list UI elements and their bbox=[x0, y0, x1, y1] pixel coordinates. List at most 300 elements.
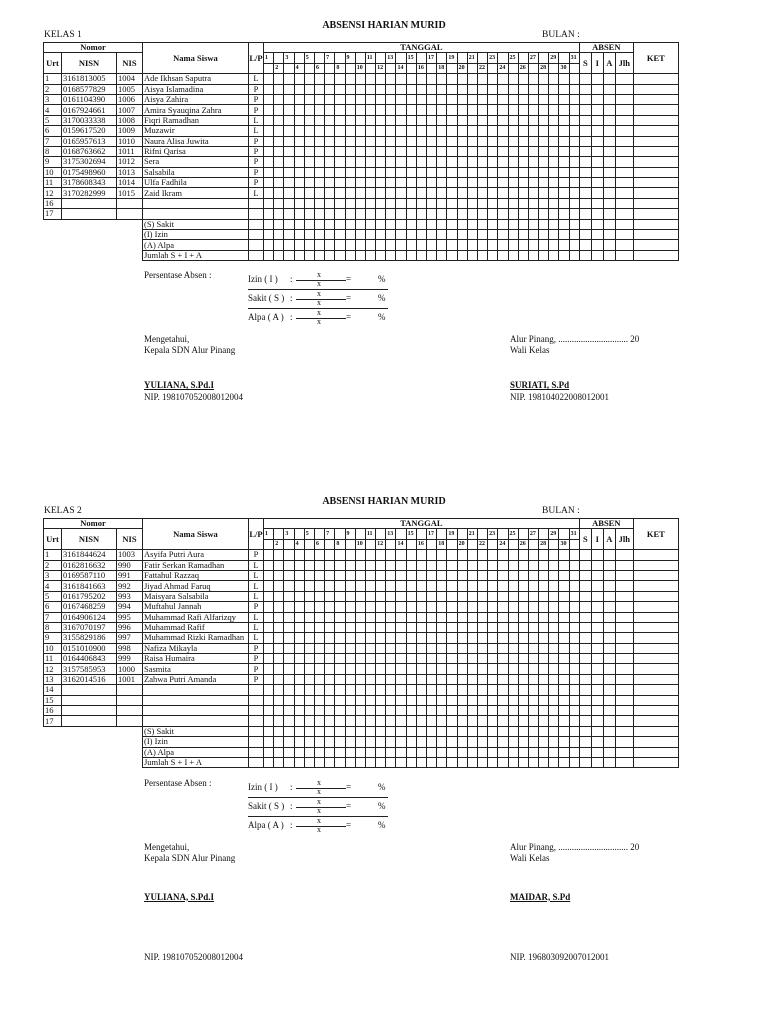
attendance-cell[interactable] bbox=[467, 136, 477, 146]
attendance-cell[interactable] bbox=[274, 550, 284, 560]
attendance-cell[interactable] bbox=[549, 633, 559, 643]
absen-cell[interactable] bbox=[633, 570, 678, 580]
attendance-cell[interactable] bbox=[427, 570, 437, 580]
attendance-cell[interactable] bbox=[416, 94, 426, 104]
absen-cell[interactable] bbox=[633, 581, 678, 591]
attendance-cell[interactable] bbox=[325, 695, 335, 705]
attendance-cell[interactable] bbox=[467, 209, 477, 219]
attendance-cell[interactable] bbox=[437, 550, 447, 560]
attendance-cell[interactable] bbox=[467, 654, 477, 664]
absen-cell[interactable] bbox=[591, 570, 603, 580]
attendance-cell[interactable] bbox=[314, 126, 324, 136]
absen-cell[interactable] bbox=[603, 167, 615, 177]
attendance-cell[interactable] bbox=[406, 105, 416, 115]
summary-cell[interactable] bbox=[518, 219, 528, 229]
attendance-cell[interactable] bbox=[325, 157, 335, 167]
attendance-cell[interactable] bbox=[274, 643, 284, 653]
attendance-cell[interactable] bbox=[539, 706, 549, 716]
attendance-cell[interactable] bbox=[437, 136, 447, 146]
attendance-cell[interactable] bbox=[549, 716, 559, 726]
summary-cell[interactable] bbox=[345, 726, 355, 736]
attendance-cell[interactable] bbox=[304, 188, 314, 198]
attendance-cell[interactable] bbox=[528, 654, 538, 664]
attendance-cell[interactable] bbox=[518, 664, 528, 674]
attendance-cell[interactable] bbox=[396, 94, 406, 104]
absen-cell[interactable] bbox=[603, 695, 615, 705]
attendance-cell[interactable] bbox=[498, 209, 508, 219]
attendance-cell[interactable] bbox=[488, 602, 498, 612]
attendance-cell[interactable] bbox=[508, 84, 518, 94]
summary-cell[interactable] bbox=[437, 757, 447, 767]
summary-cell[interactable] bbox=[355, 726, 365, 736]
attendance-cell[interactable] bbox=[457, 570, 467, 580]
attendance-cell[interactable] bbox=[508, 94, 518, 104]
attendance-cell[interactable] bbox=[488, 643, 498, 653]
attendance-cell[interactable] bbox=[528, 209, 538, 219]
summary-cell[interactable] bbox=[477, 757, 487, 767]
attendance-cell[interactable] bbox=[325, 94, 335, 104]
attendance-cell[interactable] bbox=[284, 716, 294, 726]
absen-cell[interactable] bbox=[615, 178, 633, 188]
absen-cell[interactable] bbox=[603, 622, 615, 632]
summary-cell[interactable] bbox=[569, 747, 579, 757]
attendance-cell[interactable] bbox=[396, 695, 406, 705]
attendance-cell[interactable] bbox=[335, 716, 345, 726]
attendance-cell[interactable] bbox=[528, 570, 538, 580]
summary-cell[interactable] bbox=[508, 757, 518, 767]
attendance-cell[interactable] bbox=[569, 570, 579, 580]
attendance-cell[interactable] bbox=[488, 581, 498, 591]
attendance-cell[interactable] bbox=[325, 167, 335, 177]
attendance-cell[interactable] bbox=[376, 167, 386, 177]
attendance-cell[interactable] bbox=[325, 105, 335, 115]
absen-cell[interactable] bbox=[579, 581, 591, 591]
attendance-cell[interactable] bbox=[437, 115, 447, 125]
summary-cell[interactable] bbox=[498, 240, 508, 250]
attendance-cell[interactable] bbox=[365, 674, 375, 684]
summary-cell[interactable] bbox=[518, 737, 528, 747]
attendance-cell[interactable] bbox=[274, 633, 284, 643]
attendance-cell[interactable] bbox=[549, 157, 559, 167]
attendance-cell[interactable] bbox=[355, 612, 365, 622]
absen-cell[interactable] bbox=[591, 706, 603, 716]
attendance-cell[interactable] bbox=[304, 126, 314, 136]
summary-cell[interactable] bbox=[335, 230, 345, 240]
attendance-cell[interactable] bbox=[294, 716, 304, 726]
attendance-cell[interactable] bbox=[314, 570, 324, 580]
attendance-cell[interactable] bbox=[304, 94, 314, 104]
attendance-cell[interactable] bbox=[467, 643, 477, 653]
summary-cell[interactable] bbox=[477, 219, 487, 229]
absen-cell[interactable] bbox=[633, 716, 678, 726]
attendance-cell[interactable] bbox=[528, 136, 538, 146]
summary-absen-cell[interactable] bbox=[591, 230, 603, 240]
attendance-cell[interactable] bbox=[284, 612, 294, 622]
summary-cell[interactable] bbox=[355, 747, 365, 757]
attendance-cell[interactable] bbox=[437, 612, 447, 622]
absen-cell[interactable] bbox=[591, 188, 603, 198]
summary-cell[interactable] bbox=[477, 737, 487, 747]
attendance-cell[interactable] bbox=[365, 664, 375, 674]
attendance-cell[interactable] bbox=[294, 602, 304, 612]
attendance-cell[interactable] bbox=[549, 84, 559, 94]
attendance-cell[interactable] bbox=[345, 664, 355, 674]
attendance-cell[interactable] bbox=[437, 209, 447, 219]
attendance-cell[interactable] bbox=[559, 695, 569, 705]
attendance-cell[interactable] bbox=[518, 643, 528, 653]
absen-cell[interactable] bbox=[633, 115, 678, 125]
summary-cell[interactable] bbox=[559, 747, 569, 757]
attendance-cell[interactable] bbox=[427, 74, 437, 84]
absen-cell[interactable] bbox=[633, 84, 678, 94]
attendance-cell[interactable] bbox=[365, 581, 375, 591]
absen-cell[interactable] bbox=[579, 550, 591, 560]
attendance-cell[interactable] bbox=[396, 674, 406, 684]
attendance-cell[interactable] bbox=[294, 550, 304, 560]
attendance-cell[interactable] bbox=[406, 560, 416, 570]
attendance-cell[interactable] bbox=[274, 602, 284, 612]
summary-cell[interactable] bbox=[304, 757, 314, 767]
absen-cell[interactable] bbox=[579, 178, 591, 188]
summary-absen-cell[interactable] bbox=[591, 250, 603, 260]
summary-cell[interactable] bbox=[447, 219, 457, 229]
attendance-cell[interactable] bbox=[345, 685, 355, 695]
attendance-cell[interactable] bbox=[467, 591, 477, 601]
attendance-cell[interactable] bbox=[294, 560, 304, 570]
attendance-cell[interactable] bbox=[539, 695, 549, 705]
attendance-cell[interactable] bbox=[284, 94, 294, 104]
attendance-cell[interactable] bbox=[284, 209, 294, 219]
summary-absen-cell[interactable] bbox=[591, 219, 603, 229]
attendance-cell[interactable] bbox=[314, 188, 324, 198]
absen-cell[interactable] bbox=[591, 167, 603, 177]
attendance-cell[interactable] bbox=[314, 612, 324, 622]
attendance-cell[interactable] bbox=[457, 94, 467, 104]
attendance-cell[interactable] bbox=[325, 209, 335, 219]
summary-cell[interactable] bbox=[365, 250, 375, 260]
attendance-cell[interactable] bbox=[528, 94, 538, 104]
attendance-cell[interactable] bbox=[437, 602, 447, 612]
absen-cell[interactable] bbox=[591, 695, 603, 705]
attendance-cell[interactable] bbox=[498, 198, 508, 208]
absen-cell[interactable] bbox=[579, 706, 591, 716]
summary-cell[interactable] bbox=[559, 230, 569, 240]
attendance-cell[interactable] bbox=[539, 178, 549, 188]
attendance-cell[interactable] bbox=[569, 654, 579, 664]
summary-cell[interactable] bbox=[355, 240, 365, 250]
attendance-cell[interactable] bbox=[498, 126, 508, 136]
attendance-cell[interactable] bbox=[264, 209, 274, 219]
attendance-cell[interactable] bbox=[488, 209, 498, 219]
attendance-cell[interactable] bbox=[274, 188, 284, 198]
attendance-cell[interactable] bbox=[498, 560, 508, 570]
absen-cell[interactable] bbox=[615, 115, 633, 125]
attendance-cell[interactable] bbox=[406, 622, 416, 632]
attendance-cell[interactable] bbox=[437, 664, 447, 674]
attendance-cell[interactable] bbox=[335, 126, 345, 136]
attendance-cell[interactable] bbox=[314, 136, 324, 146]
attendance-cell[interactable] bbox=[386, 115, 396, 125]
attendance-cell[interactable] bbox=[284, 74, 294, 84]
attendance-cell[interactable] bbox=[539, 209, 549, 219]
absen-cell[interactable] bbox=[633, 643, 678, 653]
attendance-cell[interactable] bbox=[559, 706, 569, 716]
attendance-cell[interactable] bbox=[376, 157, 386, 167]
summary-cell[interactable] bbox=[355, 737, 365, 747]
attendance-cell[interactable] bbox=[264, 685, 274, 695]
attendance-cell[interactable] bbox=[345, 654, 355, 664]
attendance-cell[interactable] bbox=[355, 695, 365, 705]
attendance-cell[interactable] bbox=[284, 136, 294, 146]
summary-cell[interactable] bbox=[386, 737, 396, 747]
attendance-cell[interactable] bbox=[304, 209, 314, 219]
absen-cell[interactable] bbox=[633, 591, 678, 601]
summary-cell[interactable] bbox=[457, 737, 467, 747]
attendance-cell[interactable] bbox=[274, 115, 284, 125]
attendance-cell[interactable] bbox=[457, 591, 467, 601]
attendance-cell[interactable] bbox=[355, 105, 365, 115]
summary-cell[interactable] bbox=[447, 747, 457, 757]
attendance-cell[interactable] bbox=[508, 570, 518, 580]
attendance-cell[interactable] bbox=[406, 706, 416, 716]
summary-cell[interactable] bbox=[477, 250, 487, 260]
attendance-cell[interactable] bbox=[447, 94, 457, 104]
attendance-cell[interactable] bbox=[406, 126, 416, 136]
attendance-cell[interactable] bbox=[396, 560, 406, 570]
attendance-cell[interactable] bbox=[518, 591, 528, 601]
attendance-cell[interactable] bbox=[304, 146, 314, 156]
summary-cell[interactable] bbox=[528, 219, 538, 229]
attendance-cell[interactable] bbox=[457, 157, 467, 167]
summary-cell[interactable] bbox=[477, 240, 487, 250]
absen-cell[interactable] bbox=[603, 115, 615, 125]
summary-cell[interactable] bbox=[376, 757, 386, 767]
attendance-cell[interactable] bbox=[437, 591, 447, 601]
attendance-cell[interactable] bbox=[569, 591, 579, 601]
summary-absen-cell[interactable] bbox=[603, 230, 615, 240]
attendance-cell[interactable] bbox=[518, 84, 528, 94]
attendance-cell[interactable] bbox=[569, 581, 579, 591]
attendance-cell[interactable] bbox=[427, 167, 437, 177]
attendance-cell[interactable] bbox=[325, 146, 335, 156]
attendance-cell[interactable] bbox=[539, 74, 549, 84]
attendance-cell[interactable] bbox=[386, 654, 396, 664]
absen-cell[interactable] bbox=[579, 685, 591, 695]
summary-cell[interactable] bbox=[365, 737, 375, 747]
attendance-cell[interactable] bbox=[416, 84, 426, 94]
attendance-cell[interactable] bbox=[376, 695, 386, 705]
attendance-cell[interactable] bbox=[355, 136, 365, 146]
absen-cell[interactable] bbox=[579, 602, 591, 612]
absen-cell[interactable] bbox=[633, 602, 678, 612]
attendance-cell[interactable] bbox=[396, 167, 406, 177]
summary-cell[interactable] bbox=[549, 240, 559, 250]
summary-cell[interactable] bbox=[559, 240, 569, 250]
attendance-cell[interactable] bbox=[274, 209, 284, 219]
attendance-cell[interactable] bbox=[386, 643, 396, 653]
attendance-cell[interactable] bbox=[488, 115, 498, 125]
attendance-cell[interactable] bbox=[274, 74, 284, 84]
attendance-cell[interactable] bbox=[264, 136, 274, 146]
attendance-cell[interactable] bbox=[416, 706, 426, 716]
summary-cell[interactable] bbox=[406, 726, 416, 736]
attendance-cell[interactable] bbox=[416, 591, 426, 601]
absen-cell[interactable] bbox=[591, 581, 603, 591]
attendance-cell[interactable] bbox=[335, 157, 345, 167]
attendance-cell[interactable] bbox=[447, 188, 457, 198]
attendance-cell[interactable] bbox=[447, 84, 457, 94]
attendance-cell[interactable] bbox=[304, 105, 314, 115]
absen-cell[interactable] bbox=[603, 570, 615, 580]
summary-cell[interactable] bbox=[427, 240, 437, 250]
summary-cell[interactable] bbox=[345, 737, 355, 747]
attendance-cell[interactable] bbox=[539, 188, 549, 198]
attendance-cell[interactable] bbox=[416, 167, 426, 177]
summary-absen-cell[interactable] bbox=[603, 240, 615, 250]
attendance-cell[interactable] bbox=[539, 570, 549, 580]
attendance-cell[interactable] bbox=[447, 74, 457, 84]
summary-cell[interactable] bbox=[539, 250, 549, 260]
attendance-cell[interactable] bbox=[477, 178, 487, 188]
attendance-cell[interactable] bbox=[335, 706, 345, 716]
attendance-cell[interactable] bbox=[457, 622, 467, 632]
attendance-cell[interactable] bbox=[457, 136, 467, 146]
summary-cell[interactable] bbox=[264, 240, 274, 250]
attendance-cell[interactable] bbox=[569, 84, 579, 94]
absen-cell[interactable] bbox=[579, 695, 591, 705]
attendance-cell[interactable] bbox=[304, 591, 314, 601]
attendance-cell[interactable] bbox=[264, 84, 274, 94]
attendance-cell[interactable] bbox=[345, 674, 355, 684]
attendance-cell[interactable] bbox=[569, 643, 579, 653]
attendance-cell[interactable] bbox=[335, 198, 345, 208]
summary-cell[interactable] bbox=[345, 230, 355, 240]
attendance-cell[interactable] bbox=[284, 654, 294, 664]
attendance-cell[interactable] bbox=[264, 654, 274, 664]
summary-cell[interactable] bbox=[467, 240, 477, 250]
attendance-cell[interactable] bbox=[386, 633, 396, 643]
attendance-cell[interactable] bbox=[386, 157, 396, 167]
attendance-cell[interactable] bbox=[314, 654, 324, 664]
attendance-cell[interactable] bbox=[437, 94, 447, 104]
attendance-cell[interactable] bbox=[376, 188, 386, 198]
attendance-cell[interactable] bbox=[325, 84, 335, 94]
attendance-cell[interactable] bbox=[406, 581, 416, 591]
summary-cell[interactable] bbox=[498, 219, 508, 229]
attendance-cell[interactable] bbox=[406, 115, 416, 125]
attendance-cell[interactable] bbox=[447, 591, 457, 601]
absen-cell[interactable] bbox=[633, 612, 678, 622]
attendance-cell[interactable] bbox=[457, 178, 467, 188]
attendance-cell[interactable] bbox=[539, 591, 549, 601]
absen-cell[interactable] bbox=[591, 198, 603, 208]
attendance-cell[interactable] bbox=[528, 591, 538, 601]
attendance-cell[interactable] bbox=[386, 560, 396, 570]
attendance-cell[interactable] bbox=[314, 115, 324, 125]
attendance-cell[interactable] bbox=[549, 664, 559, 674]
summary-cell[interactable] bbox=[325, 726, 335, 736]
absen-cell[interactable] bbox=[633, 94, 678, 104]
attendance-cell[interactable] bbox=[386, 622, 396, 632]
attendance-cell[interactable] bbox=[284, 126, 294, 136]
summary-cell[interactable] bbox=[416, 250, 426, 260]
summary-cell[interactable] bbox=[457, 240, 467, 250]
attendance-cell[interactable] bbox=[396, 643, 406, 653]
attendance-cell[interactable] bbox=[518, 570, 528, 580]
attendance-cell[interactable] bbox=[314, 209, 324, 219]
attendance-cell[interactable] bbox=[569, 146, 579, 156]
attendance-cell[interactable] bbox=[396, 115, 406, 125]
attendance-cell[interactable] bbox=[294, 622, 304, 632]
absen-cell[interactable] bbox=[633, 622, 678, 632]
attendance-cell[interactable] bbox=[477, 105, 487, 115]
attendance-cell[interactable] bbox=[447, 643, 457, 653]
absen-cell[interactable] bbox=[603, 612, 615, 622]
attendance-cell[interactable] bbox=[569, 198, 579, 208]
attendance-cell[interactable] bbox=[325, 716, 335, 726]
attendance-cell[interactable] bbox=[386, 188, 396, 198]
summary-cell[interactable] bbox=[528, 250, 538, 260]
absen-cell[interactable] bbox=[579, 74, 591, 84]
attendance-cell[interactable] bbox=[355, 157, 365, 167]
attendance-cell[interactable] bbox=[314, 706, 324, 716]
summary-cell[interactable] bbox=[437, 230, 447, 240]
summary-cell[interactable] bbox=[406, 240, 416, 250]
attendance-cell[interactable] bbox=[335, 115, 345, 125]
summary-absen-cell[interactable] bbox=[615, 737, 633, 747]
attendance-cell[interactable] bbox=[294, 209, 304, 219]
attendance-cell[interactable] bbox=[549, 198, 559, 208]
attendance-cell[interactable] bbox=[365, 633, 375, 643]
attendance-cell[interactable] bbox=[386, 674, 396, 684]
absen-cell[interactable] bbox=[633, 695, 678, 705]
summary-cell[interactable] bbox=[325, 757, 335, 767]
attendance-cell[interactable] bbox=[477, 581, 487, 591]
absen-cell[interactable] bbox=[615, 674, 633, 684]
absen-cell[interactable] bbox=[615, 136, 633, 146]
attendance-cell[interactable] bbox=[386, 570, 396, 580]
absen-cell[interactable] bbox=[633, 188, 678, 198]
attendance-cell[interactable] bbox=[406, 685, 416, 695]
attendance-cell[interactable] bbox=[376, 178, 386, 188]
attendance-cell[interactable] bbox=[528, 74, 538, 84]
absen-cell[interactable] bbox=[579, 612, 591, 622]
attendance-cell[interactable] bbox=[406, 188, 416, 198]
attendance-cell[interactable] bbox=[457, 643, 467, 653]
attendance-cell[interactable] bbox=[477, 188, 487, 198]
attendance-cell[interactable] bbox=[386, 84, 396, 94]
summary-cell[interactable] bbox=[335, 219, 345, 229]
attendance-cell[interactable] bbox=[396, 84, 406, 94]
attendance-cell[interactable] bbox=[549, 654, 559, 664]
absen-cell[interactable] bbox=[603, 560, 615, 570]
attendance-cell[interactable] bbox=[355, 94, 365, 104]
attendance-cell[interactable] bbox=[488, 550, 498, 560]
attendance-cell[interactable] bbox=[549, 146, 559, 156]
attendance-cell[interactable] bbox=[467, 94, 477, 104]
summary-absen-cell[interactable] bbox=[633, 250, 678, 260]
summary-cell[interactable] bbox=[467, 726, 477, 736]
attendance-cell[interactable] bbox=[335, 602, 345, 612]
summary-cell[interactable] bbox=[539, 747, 549, 757]
attendance-cell[interactable] bbox=[528, 105, 538, 115]
attendance-cell[interactable] bbox=[508, 685, 518, 695]
attendance-cell[interactable] bbox=[477, 612, 487, 622]
attendance-cell[interactable] bbox=[528, 622, 538, 632]
attendance-cell[interactable] bbox=[274, 146, 284, 156]
attendance-cell[interactable] bbox=[528, 115, 538, 125]
absen-cell[interactable] bbox=[603, 94, 615, 104]
